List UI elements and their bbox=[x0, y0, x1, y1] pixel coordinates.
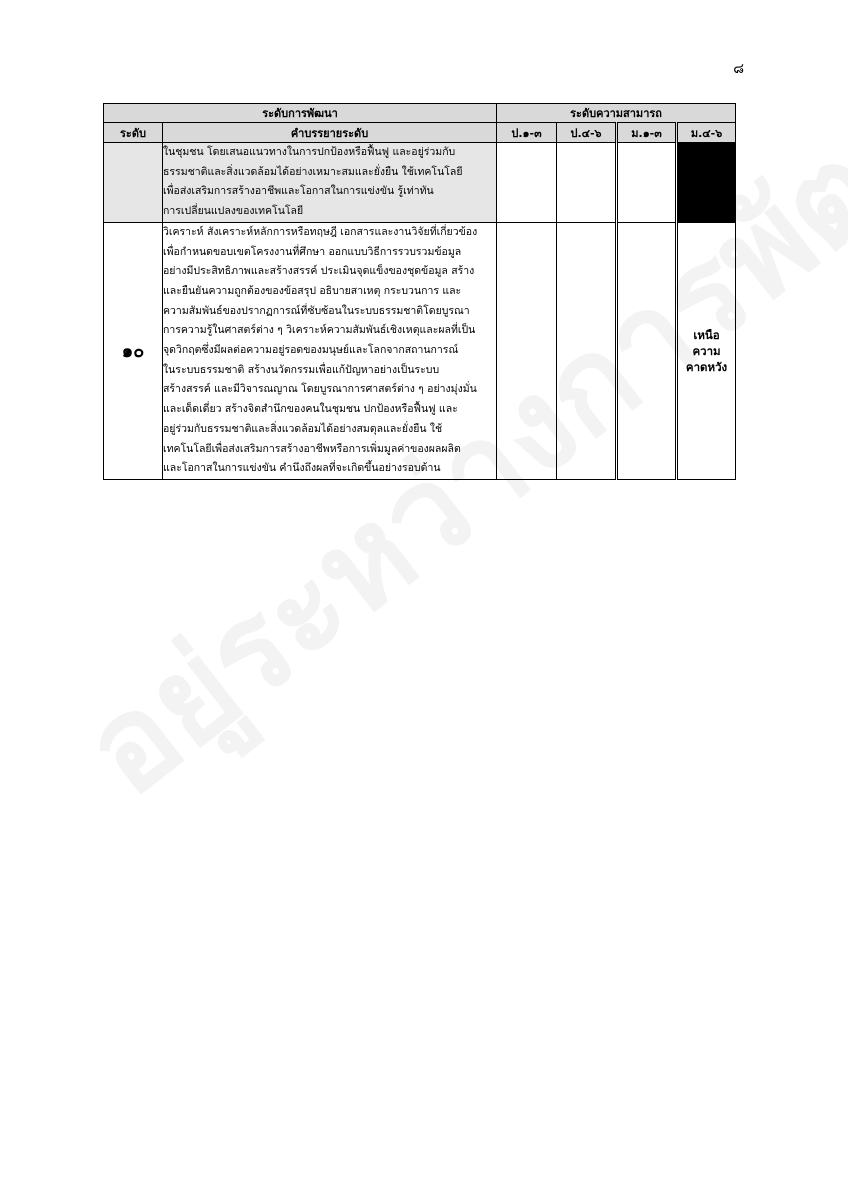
header-development-level: ระดับการพัฒนา bbox=[104, 104, 497, 123]
description-line: จุดวิกฤตซึ่งมีผลต่อความอยู่รอดของมนุษย์และโลกจากสถานการณ์ bbox=[163, 344, 459, 357]
grade-cell-m1-3 bbox=[617, 143, 677, 223]
description-line: เพื่อกำหนดขอบเขตโครงงานที่ศึกษา ออกแบบวิธีการรวบรวมข้อมูล bbox=[163, 245, 462, 258]
description-line: อย่างมีประสิทธิภาพและสร้างสรรค์ ประเมินจุดแข็งของชุดข้อมูล สร้าง bbox=[163, 265, 475, 278]
grade-cell-p1-3 bbox=[497, 143, 557, 223]
beyond-label-line: ความ bbox=[692, 343, 721, 358]
description-line: การเปลี่ยนแปลงของเทคโนโลยี bbox=[163, 205, 304, 218]
level-cell: ๑๐ bbox=[104, 222, 163, 479]
description-line: อยู่ร่วมกับธรรมชาติและสิ่งแวดล้อมได้อย่างสมดุลและยั่งยืน ใช้ bbox=[163, 422, 443, 435]
description-line: ความสัมพันธ์ของปรากฏการณ์ที่ซับซ้อนในระบบธรรมชาติโดยบูรณา bbox=[163, 304, 470, 317]
description-line: และเด็ดเดี่ยว สร้างจิตสำนึกของคนในชุมชน ปกป้องหรือฟื้นฟู และ bbox=[163, 403, 458, 416]
description-line: วิเคราะห์ สังเคราะห์หลักการหรือทฤษฎี เอกสารและงานวิจัยที่เกี่ยวข้อง bbox=[163, 225, 478, 238]
table-row bbox=[104, 222, 736, 479]
level-cell bbox=[104, 143, 163, 223]
description-line: การความรู้ในศาสตร์ต่าง ๆ วิเคราะห์ความสัมพันธ์เชิงเหตุและผลที่เป็น bbox=[163, 324, 476, 337]
column-level: ระดับ bbox=[104, 123, 163, 143]
column-grade-p1-3: ป.๑-๓ bbox=[497, 123, 557, 143]
description-line: ธรรมชาติและสิ่งแวดล้อมได้อย่างเหมาะสมและยั่งยืน ใช้เทคโนโลยี bbox=[163, 165, 463, 178]
column-grade-p4-6: ป.๔-๖ bbox=[557, 123, 617, 143]
grade-cell-p4-6 bbox=[557, 143, 617, 223]
table-row bbox=[104, 143, 736, 223]
description-cell bbox=[163, 222, 497, 479]
description-line: เพื่อส่งเสริมการสร้างอาชีพและโอกาสในการแข่งขัน รู้เท่าทัน bbox=[163, 185, 434, 198]
description-line: ในระบบธรรมชาติ สร้างนวัตกรรมเพื่อแก้ปัญหาอย่างเป็นระบบ bbox=[163, 363, 440, 376]
grade-cell-m1-3 bbox=[617, 222, 677, 479]
description-line: เทคโนโลยีเพื่อส่งเสริมการสร้างอาชีพหรือการเพิ่มมูลค่าของผลผลิต bbox=[163, 442, 461, 455]
description-cell bbox=[163, 143, 497, 223]
grade-cell-p1-3 bbox=[497, 222, 557, 479]
description-line: และยืนยันความถูกต้องของข้อสรุป อธิบายสาเหตุ กระบวนการ และ bbox=[163, 284, 462, 297]
page-number: ๘ bbox=[733, 61, 744, 77]
beyond-label-line: เหนือ bbox=[693, 327, 720, 342]
development-level-table bbox=[103, 103, 736, 480]
description-line: ในชุมชน โดยเสนอแนวทางในการปกป้องหรือฟื้นฟู และอยู่ร่วมกับ bbox=[163, 146, 456, 158]
column-grade-m4-6: ม.๔-๖ bbox=[677, 123, 736, 143]
beyond-expectation-cell bbox=[677, 222, 736, 479]
column-description: คำบรรยายระดับ bbox=[163, 123, 497, 143]
description-line: สร้างสรรค์ และมีวิจารณญาณ โดยบูรณาการศาสตร์ต่าง ๆ อย่างมุ่งมั่น bbox=[163, 383, 477, 396]
grade-cell-p4-6 bbox=[557, 222, 617, 479]
description-line: และโอกาสในการแข่งขัน คำนึงถึงผลที่จะเกิดขึ้นอย่างรอบด้าน bbox=[163, 462, 441, 475]
column-grade-m1-3: ม.๑-๓ bbox=[617, 123, 677, 143]
grade-cell-m4-6-filled bbox=[677, 143, 736, 223]
header-ability-level: ระดับความสามารถ bbox=[497, 104, 736, 123]
beyond-label-line: คาดหวัง bbox=[685, 359, 728, 374]
